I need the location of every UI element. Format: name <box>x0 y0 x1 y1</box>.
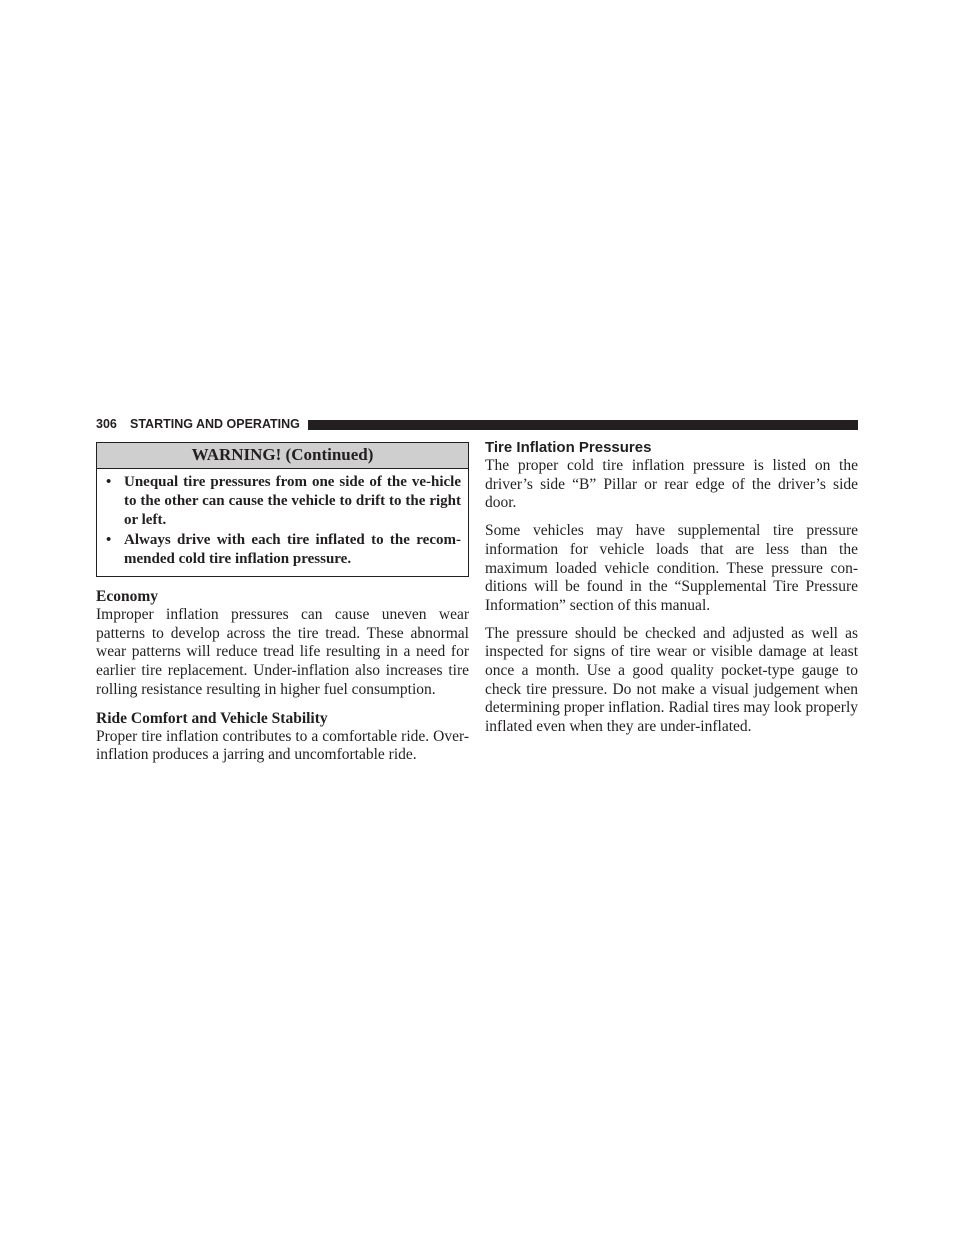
paragraph: The pressure should be checked and adjusted as well as inspected for signs of tire wear or visible damage at least once a month. Use a good quality pocket-type gauge to check tire pressure. Do not make a visual judgement when determining proper inflation. Radial tires may look properly inflated even when they are under-inflated. <box>485 624 858 736</box>
warning-item <box>104 473 461 530</box>
warning-item <box>104 531 461 569</box>
ride-comfort-text: Proper tire inflation contributes to a comfortable ride. Over-inflation produces a jarring and uncomfortable ride. <box>96 727 469 764</box>
bullet-icon: • <box>106 532 112 548</box>
bullet-icon: • <box>106 474 112 490</box>
page-number: 306 <box>96 417 117 431</box>
warning-list <box>97 469 468 576</box>
header-rule <box>308 420 858 430</box>
economy-text: Improper inflation pressures can cause uneven wear patterns to develop across the tire tread. These abnormal wear patterns will reduce tread life resulting in a need for earlier tire replacement. Under-inflation also increases tire rolling resistance resulting in higher fuel consumption. <box>96 606 469 698</box>
warning-item-text: Unequal tire pressures from one side of the ve-hicle to the other can cause the vehicle to drift to the right or left. <box>124 474 461 528</box>
ride-comfort-heading: Ride Comfort and Vehicle Stability <box>96 709 328 727</box>
section-title: STARTING AND OPERATING <box>130 417 300 431</box>
right-column <box>485 438 858 737</box>
warning-box <box>96 442 469 577</box>
warning-item-text: Always drive with each tire inflated to the recom-mended cold tire inflation pressure. <box>124 532 461 567</box>
paragraph: The proper cold tire inflation pressure is listed on the driver’s side “B” Pillar or rear edge of the driver’s side door. <box>485 457 858 512</box>
page-header <box>96 417 858 431</box>
paragraph: Some vehicles may have supplemental tire pressure information for vehicle loads that are less than the maximum loaded vehicle condition. These pressure con-ditions will be found in the “Supplemental Tire Pressure Information” section of this manual. <box>485 522 858 614</box>
left-column <box>96 442 469 765</box>
warning-title: WARNING! (Continued) <box>97 443 468 469</box>
economy-heading: Economy <box>96 588 158 605</box>
tire-inflation-heading: Tire Inflation Pressures <box>485 439 652 456</box>
